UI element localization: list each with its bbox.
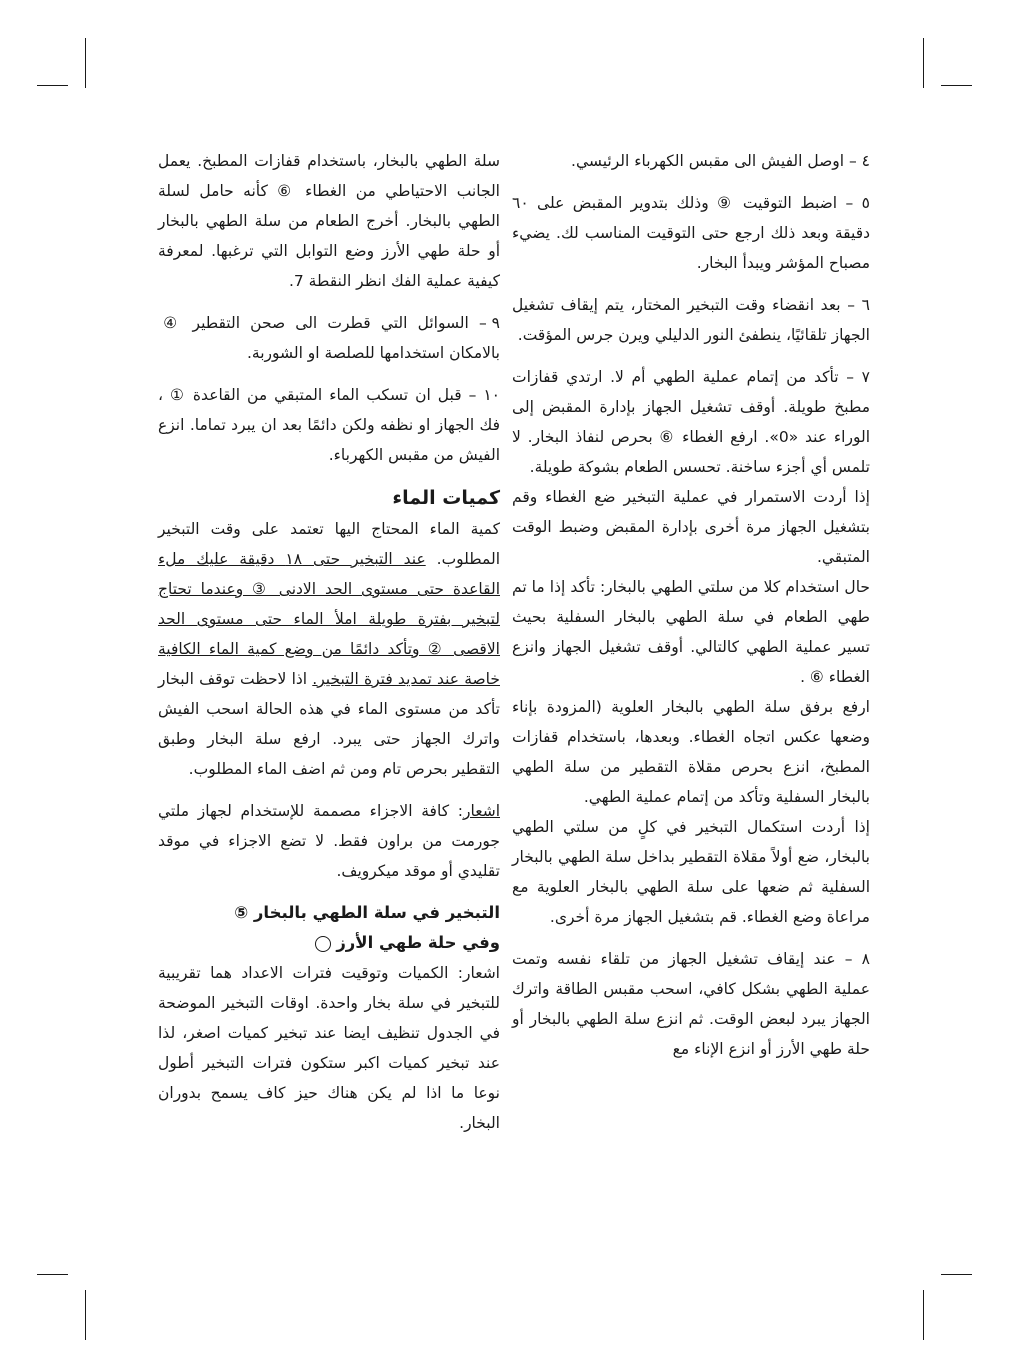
- step-7-lift-basket: ارفع برفق سلة الطهي بالبخار العلوية (المزودة بإناء وضعها عكس اتجاه الغطاء. وبعدها، باستخدام قفازات المطبخ، انزع بحرص مقلاة التقطير من سلة الطهي بالبخار السفلية وتأكد من إتمام عملية الطهي.: [512, 698, 870, 806]
- water-quantities-text: [158, 514, 500, 784]
- step-7: ٧ – تأكد من إتمام عملية الطهي أم لا. ارتدي قفازات مطبخ طويلة. أوقف تشغيل الجهاز بإدارة المقبض إلى الوراء عند «0». ارفع الغطاء ⑥ بحرص لنفاذ البخار. لا تلمس أي أجزء ساخنة. تحسس الطعام بشوكة طويلة.: [512, 368, 871, 476]
- steaming-heading-line1: التبخير في سلة الطهي بالبخار ⑤: [234, 903, 500, 922]
- notice-label: اشعار: [463, 802, 500, 820]
- step-7-resume: إذا أردت استكمال التبخير في كلٍ من سلتي الطهي بالبخار، ضع أولاً مقلاة التقطير بداخل سلة الطهي بالبخار السفلية ثم ضعها على سلة الطهي بالبخار العلوية مع مراعاة وضع الغطاء. قم بتشغيل الجهاز مرة أخرى.: [512, 818, 870, 926]
- step-8: ٨ – عند إيقاف تشغيل الجهاز من تلقاء نفسه وتمت عملية الطهي بشكل كافي، اسحب مقبس الطاقة واترك الجهاز يبرد لبعض الوقت. ثم انزع سلة الطهي بالبخار أو حلة طهي الأرز أو انزع الإناء مع: [512, 950, 870, 1058]
- crop-mark: [923, 38, 924, 88]
- crop-mark: [923, 1290, 924, 1340]
- steaming-text: اشعار: الكميات وتوقيت فترات الاعداد هما تقريبية للتبخير في سلة بخار واحدة. اوقات التبخير الموضحة في الجدول تنظيف ايضا عند تبخير كميات اصغر، لذا عند تبخير كميات اكبر ستكون فترات التبخير أطول نوعا ما اذا لم يكن هناك حيز كاف يسمح بدوران البخار.: [158, 964, 500, 1132]
- step-5: ٥ – اضبط التوقيت ⑨ وذلك بتدوير المقبض على ٦٠ دقيقة وبعد ذلك ارجع حتى التوقيت المناسب لك. يضيء مصباح المؤشر ويبدأ البخار.: [512, 194, 870, 272]
- steaming-heading-line2: [158, 928, 500, 958]
- step-10: ١٠ – قبل ان تسكب الماء المتبقي من القاعدة ① ، فك الجهاز او نظفه ولكن دائمًا بعد ان يبرد تماما. انزع الفيش من مقبس الكهرباء.: [158, 386, 500, 464]
- notice: [158, 796, 500, 886]
- crop-mark: [85, 1290, 86, 1340]
- steaming-heading-line2-text: وفي حلة طهي الأرز: [336, 933, 500, 952]
- step-9: ٩ – السوائل التي قطرت الى صحن التقطير ④ بالامكان استخدامها للصلصة او الشوربة.: [158, 314, 500, 362]
- crop-mark: [941, 85, 972, 86]
- crop-mark: [85, 38, 86, 88]
- right-column: [512, 146, 870, 1064]
- step-8-continued: سلة الطهي بالبخار، باستخدام قفازات المطبخ. يعمل الجانب الاحتياطي من الغطاء ⑥ كأنه حامل لسلة الطهي بالبخار. أخرج الطعام من سلة الطهي بالبخار أو حلة طهي الأرز وضع التوابل التي ترغبها. لمعرفة كيفية عملية الفك انظر النقطة 7.: [158, 152, 500, 290]
- empty-circle-icon: [315, 936, 331, 952]
- water-underlined: عند التبخير حتى ١٨ دقيقة عليك ملء القاعدة حتى مستوى الحد الادنى ③ وعندما تحتاج لتبخير بفترة طويلة املأ الماء حتى مستوى الحد الاقصى ② وتأكد دائمًا من وضع كمية الماء الكافية خاصة عند تمديد فترة التبخير.: [158, 550, 500, 688]
- left-column: [158, 146, 500, 1138]
- step-4: ٤ – اوصل الفيش الى مقبس الكهرباء الرئيسي.: [571, 152, 870, 170]
- step-7-continue: إذا أردت الاستمرار في عملية التبخير ضع الغطاء وقم بتشغيل الجهاز مرة أخرى بإدارة المقبض وضبط الوقت المتبقي.: [512, 488, 870, 566]
- crop-mark: [37, 1274, 68, 1275]
- water-quantities-heading: كميات الماء: [392, 487, 500, 509]
- crop-mark: [37, 85, 68, 86]
- water-rest: اذا لاحظت توقف البخار تأكد من مستوى الماء في هذه الحالة اسحب الفيش واترك الجهاز حتى يبرد. ارفع سلة البخار وطبق التقطير بحرص تام ومن ثم اضف الماء المطلوب.: [158, 670, 500, 778]
- step-7-both-baskets: حال استخدام كلا من سلتي الطهي بالبخار: تأكد إذا ما تم طهي الطعام في سلة الطهي بالبخار السفلية بحيث تسير عملية الطهي كالتالي. أوقف تشغيل الجهاز وانزع الغطاء ⑥ .: [512, 578, 870, 686]
- notice-text: : كافة الاجزاء مصممة للإستخدام لجهاز ملتي جورمت من براون فقط. لا تضع الاجزاء في موقد تقليدي أو موقد ميكرويف.: [158, 802, 500, 880]
- crop-mark: [941, 1274, 972, 1275]
- step-6: ٦ – بعد انقضاء وقت التبخير المختار، يتم إيقاف تشغيل الجهاز تلقائيًا، ينطفئ النور الدليلي ويرن جرس المؤقت.: [512, 296, 870, 344]
- water-intro: كمية الماء المحتاج اليها تعتمد على وقت التبخير المطلوب.: [158, 520, 501, 568]
